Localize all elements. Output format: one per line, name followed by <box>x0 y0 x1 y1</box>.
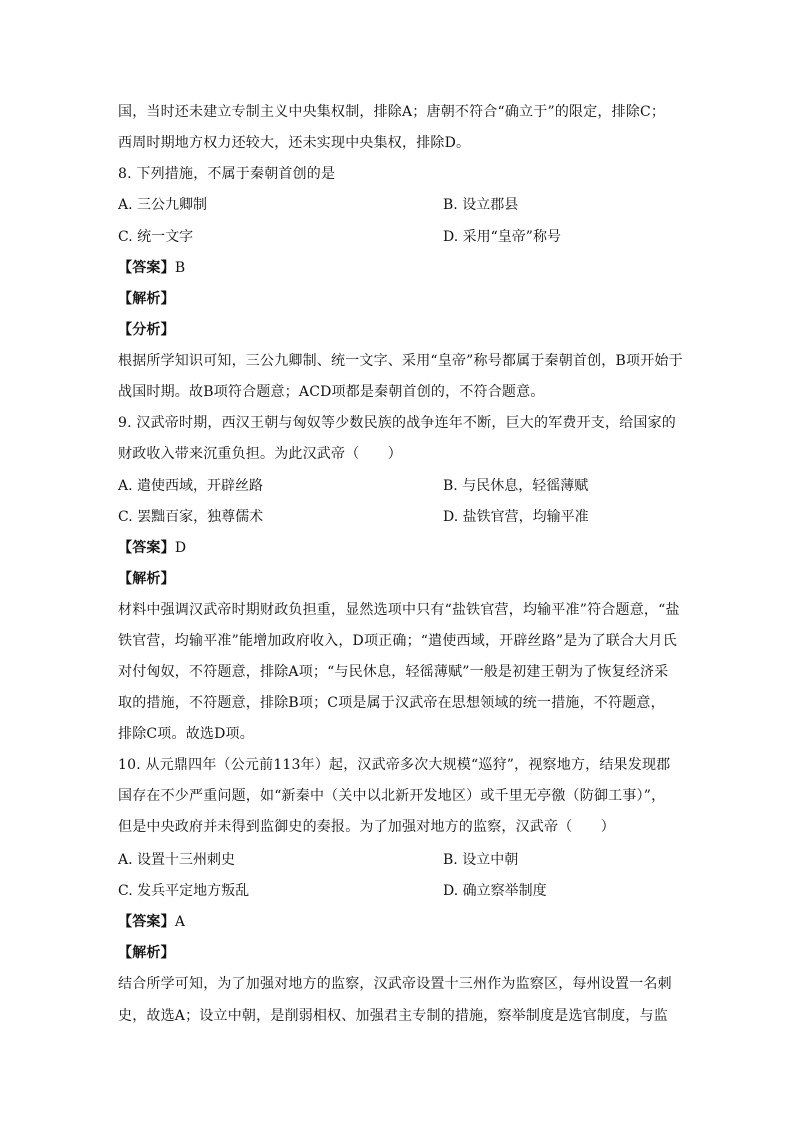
q10-answer <box>118 912 185 932</box>
q9-explanation: 对付匈奴，不符题意，排除A项；“与民休息，轻徭薄赋”一般是初建王朝为了恢复经济采 <box>118 664 669 680</box>
question-10-stem: 10. 从元鼎四年（公元前113年）起，汉武帝多次大规模“巡狩”，视察地方，结果发现郡 <box>118 757 671 773</box>
text-line: 国，当时还未建立专制主义中央集权制，排除A；唐朝不符合“确立于”的限定，排除C； <box>118 104 666 120</box>
q8-option-b: B. 设立郡县 <box>443 197 519 213</box>
q8-answer <box>118 258 185 278</box>
question-9-stem: 9. 汉武帝时期，西汉王朝与匈奴等少数民族的战争连年不断，巨大的军费开支，给国家的 <box>118 415 677 431</box>
q10-option-a: A. 设置十三州刺史 <box>118 852 236 868</box>
q9-option-a: A. 遣使西域，开辟丝路 <box>118 478 264 494</box>
q10-option-b: B. 设立中朝 <box>443 852 519 868</box>
text-line: 西周时期地方权力还较大，还未实现中央集权，排除D。 <box>118 135 471 151</box>
q8-option-d: D. 采用“皇帝”称号 <box>443 229 561 245</box>
answer-label: 【答案】 <box>118 914 175 930</box>
answer-value: B <box>174 260 186 276</box>
q8-option-a: A. 三公九卿制 <box>118 197 208 213</box>
q8-option-c: C. 统一文字 <box>118 229 194 245</box>
q9-answer <box>118 538 186 558</box>
q10-analysis-label: 【解析】 <box>118 945 175 961</box>
question-10-stem: 但是中央政府并未得到监御史的奏报。为了加强对地方的监察，汉武帝（ ） <box>118 819 615 835</box>
answer-label: 【答案】 <box>118 260 175 276</box>
q9-explanation: 材料中强调汉武帝时期财政负担重，显然选项中只有“盐铁官营，均输平准”符合题意，“盐 <box>118 602 680 618</box>
q9-option-b: B. 与民休息，轻徭薄赋 <box>443 478 589 494</box>
q8-explanation: 根据所学知识可知，三公九卿制、统一文字、采用“皇帝”称号都属于秦朝首创，B项开始于 <box>118 353 683 369</box>
q10-option-c: C. 发兵平定地方叛乱 <box>118 883 250 899</box>
q9-explanation: 取的措施，不符题意，排除B项；C项是属于汉武帝在思想领域的统一措施，不符题意， <box>118 695 665 711</box>
answer-value: D <box>174 540 187 556</box>
q9-option-c: C. 罢黜百家，独尊儒术 <box>118 509 264 525</box>
q8-analysis-label: 【解析】 <box>118 291 175 307</box>
question-8-stem: 8. 下列措施，不属于秦朝首创的是 <box>118 166 336 182</box>
q10-explanation: 结合所学可知，为了加强对地方的监察，汉武帝设置十三州作为监察区，每州设置一名刺 <box>118 976 672 992</box>
q10-option-d: D. 确立察举制度 <box>443 883 547 899</box>
q9-option-d: D. 盐铁官营，均输平准 <box>443 509 589 525</box>
answer-label: 【答案】 <box>118 540 175 556</box>
q9-explanation: 铁官营，均输平准”能增加政府收入，D项正确；“遣使西域，开辟丝路”是为了联合大月氏 <box>118 633 677 649</box>
question-10-stem: 国存在不少严重问题，如“新秦中（关中以北新开发地区）或千里无亭徼（防御工事）”， <box>118 788 666 804</box>
q9-explanation: 排除C项。故选D项。 <box>118 726 254 742</box>
answer-value: A <box>174 914 186 930</box>
q9-analysis-label: 【解析】 <box>118 571 175 587</box>
q8-explanation: 战国时期。故B项符合题意；ACD项都是秦朝首创的，不符合题意。 <box>118 384 545 400</box>
q10-explanation: 史，故选A；设立中朝，是削弱相权、加强君主专制的措施，察举制度是选官制度，与监 <box>118 1008 668 1024</box>
q8-fenxi-label: 【分析】 <box>118 322 175 338</box>
question-9-stem: 财政收入带来沉重负担。为此汉武帝（ ） <box>118 446 402 462</box>
